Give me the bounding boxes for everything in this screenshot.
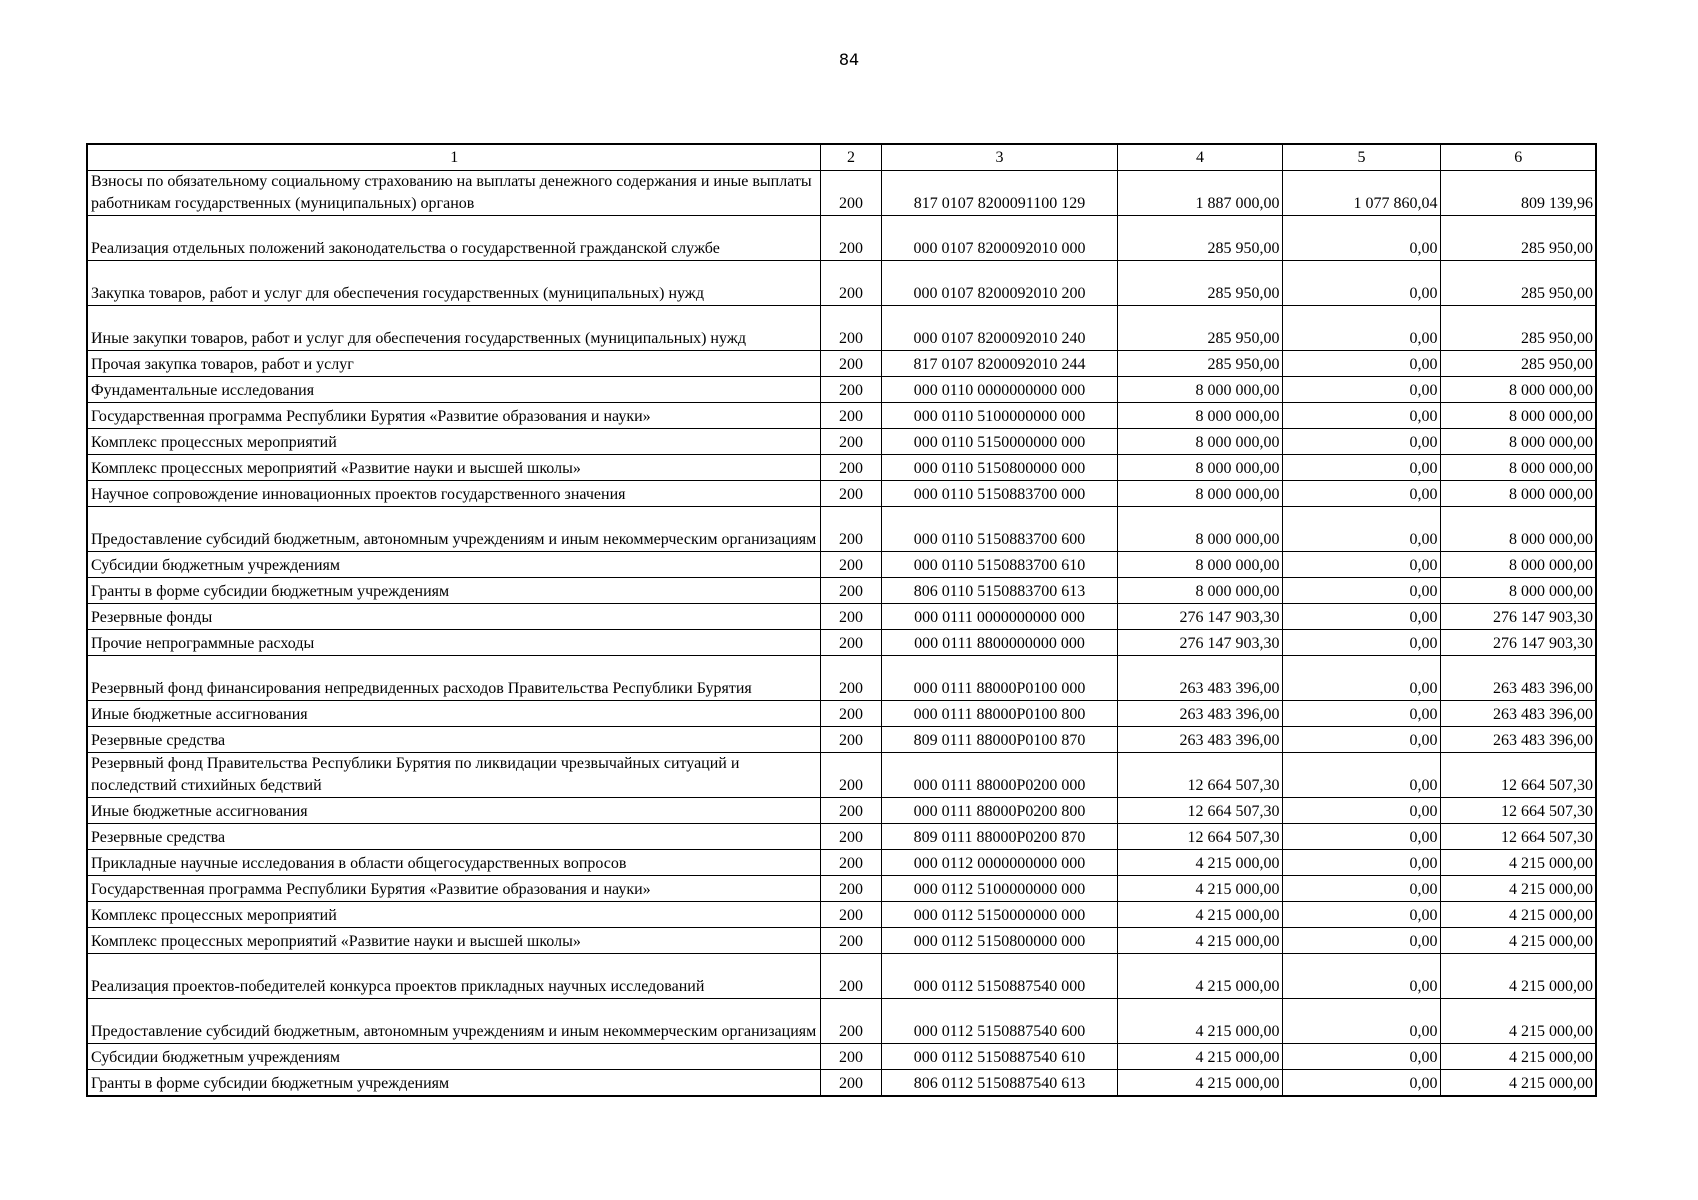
unexecuted-amount-cell: 285 950,00 (1440, 216, 1596, 261)
budget-code-cell: 000 0112 5150800000 000 (881, 928, 1117, 954)
executed-amount-cell: 0,00 (1282, 999, 1440, 1044)
executed-amount-cell: 0,00 (1282, 455, 1440, 481)
line-code-cell: 200 (820, 928, 881, 954)
unexecuted-amount-cell: 4 215 000,00 (1440, 954, 1596, 999)
line-code-cell: 200 (820, 850, 881, 876)
unexecuted-amount-cell: 276 147 903,30 (1440, 630, 1596, 656)
approved-amount-cell: 263 483 396,00 (1117, 727, 1282, 753)
approved-amount-cell: 285 950,00 (1117, 261, 1282, 306)
item-name-cell: Прочие непрограммные расходы (87, 630, 820, 656)
unexecuted-amount-cell: 4 215 000,00 (1440, 876, 1596, 902)
table-row (87, 630, 1596, 656)
table-row (87, 578, 1596, 604)
item-name-cell: Иные закупки товаров, работ и услуг для обеспечения государственных (муниципальных) нужд (87, 306, 820, 351)
budget-code-cell: 000 0111 88000P0200 000 (881, 753, 1117, 798)
item-name-cell: Прочая закупка товаров, работ и услуг (87, 351, 820, 377)
table-row (87, 876, 1596, 902)
approved-amount-cell: 4 215 000,00 (1117, 876, 1282, 902)
table-row (87, 604, 1596, 630)
executed-amount-cell: 0,00 (1282, 604, 1440, 630)
approved-amount-cell: 8 000 000,00 (1117, 481, 1282, 507)
approved-amount-cell: 8 000 000,00 (1117, 552, 1282, 578)
table-row (87, 171, 1596, 216)
item-name-cell: Комплекс процессных мероприятий (87, 429, 820, 455)
table-row (87, 552, 1596, 578)
executed-amount-cell: 1 077 860,04 (1282, 171, 1440, 216)
item-name-cell: Фундаментальные исследования (87, 377, 820, 403)
approved-amount-cell: 4 215 000,00 (1117, 999, 1282, 1044)
unexecuted-amount-cell: 8 000 000,00 (1440, 455, 1596, 481)
item-name-cell: Научное сопровождение инновационных проектов государственного значения (87, 481, 820, 507)
budget-code-cell: 000 0111 0000000000 000 (881, 604, 1117, 630)
executed-amount-cell: 0,00 (1282, 701, 1440, 727)
unexecuted-amount-cell: 4 215 000,00 (1440, 928, 1596, 954)
executed-amount-cell: 0,00 (1282, 876, 1440, 902)
item-name-cell: Государственная программа Республики Бурятия «Развитие образования и науки» (87, 403, 820, 429)
table-row (87, 403, 1596, 429)
line-code-cell: 200 (820, 481, 881, 507)
table-row (87, 798, 1596, 824)
line-code-cell: 200 (820, 1070, 881, 1097)
item-name-cell: Взносы по обязательному социальному страхованию на выплаты денежного содержания и иные выплаты работникам государственных (муниципальных) органов (87, 171, 820, 216)
unexecuted-amount-cell: 8 000 000,00 (1440, 377, 1596, 403)
unexecuted-amount-cell: 12 664 507,30 (1440, 798, 1596, 824)
table-row (87, 377, 1596, 403)
line-code-cell: 200 (820, 902, 881, 928)
table-row (87, 928, 1596, 954)
budget-code-cell: 809 0111 88000P0100 870 (881, 727, 1117, 753)
line-code-cell: 200 (820, 429, 881, 455)
budget-code-cell: 000 0107 8200092010 240 (881, 306, 1117, 351)
item-name-cell: Государственная программа Республики Бурятия «Развитие образования и науки» (87, 876, 820, 902)
budget-code-cell: 000 0111 88000P0200 800 (881, 798, 1117, 824)
unexecuted-amount-cell: 285 950,00 (1440, 261, 1596, 306)
budget-code-cell: 806 0112 5150887540 613 (881, 1070, 1117, 1097)
unexecuted-amount-cell: 8 000 000,00 (1440, 552, 1596, 578)
unexecuted-amount-cell: 809 139,96 (1440, 171, 1596, 216)
budget-table (86, 143, 1597, 1097)
line-code-cell: 200 (820, 306, 881, 351)
item-name-cell: Субсидии бюджетным учреждениям (87, 552, 820, 578)
line-code-cell: 200 (820, 171, 881, 216)
approved-amount-cell: 8 000 000,00 (1117, 403, 1282, 429)
executed-amount-cell: 0,00 (1282, 727, 1440, 753)
approved-amount-cell: 4 215 000,00 (1117, 1070, 1282, 1097)
approved-amount-cell: 276 147 903,30 (1117, 630, 1282, 656)
column-header-5: 5 (1282, 144, 1440, 171)
line-code-cell: 200 (820, 604, 881, 630)
line-code-cell: 200 (820, 351, 881, 377)
approved-amount-cell: 4 215 000,00 (1117, 928, 1282, 954)
table-row (87, 1044, 1596, 1070)
table-row (87, 824, 1596, 850)
budget-code-cell: 817 0107 8200092010 244 (881, 351, 1117, 377)
item-name-cell: Резервные средства (87, 824, 820, 850)
executed-amount-cell: 0,00 (1282, 824, 1440, 850)
unexecuted-amount-cell: 12 664 507,30 (1440, 824, 1596, 850)
executed-amount-cell: 0,00 (1282, 261, 1440, 306)
line-code-cell: 200 (820, 753, 881, 798)
executed-amount-cell: 0,00 (1282, 578, 1440, 604)
approved-amount-cell: 4 215 000,00 (1117, 954, 1282, 999)
table-row (87, 507, 1596, 552)
approved-amount-cell: 263 483 396,00 (1117, 701, 1282, 727)
item-name-cell: Предоставление субсидий бюджетным, автономным учреждениям и иным некоммерческим организациям (87, 999, 820, 1044)
budget-code-cell: 000 0107 8200092010 000 (881, 216, 1117, 261)
item-name-cell: Иные бюджетные ассигнования (87, 798, 820, 824)
line-code-cell: 200 (820, 798, 881, 824)
line-code-cell: 200 (820, 630, 881, 656)
unexecuted-amount-cell: 8 000 000,00 (1440, 481, 1596, 507)
table-row (87, 999, 1596, 1044)
line-code-cell: 200 (820, 701, 881, 727)
approved-amount-cell: 285 950,00 (1117, 306, 1282, 351)
line-code-cell: 200 (820, 1044, 881, 1070)
budget-code-cell: 000 0112 5150887540 610 (881, 1044, 1117, 1070)
column-header-3: 3 (881, 144, 1117, 171)
executed-amount-cell: 0,00 (1282, 1044, 1440, 1070)
budget-code-cell: 000 0110 5100000000 000 (881, 403, 1117, 429)
item-name-cell: Комплекс процессных мероприятий «Развитие науки и высшей школы» (87, 455, 820, 481)
approved-amount-cell: 1 887 000,00 (1117, 171, 1282, 216)
budget-code-cell: 000 0110 5150883700 610 (881, 552, 1117, 578)
budget-code-cell: 000 0111 8800000000 000 (881, 630, 1117, 656)
budget-code-cell: 809 0111 88000P0200 870 (881, 824, 1117, 850)
table-row (87, 455, 1596, 481)
budget-code-cell: 000 0112 5150000000 000 (881, 902, 1117, 928)
line-code-cell: 200 (820, 999, 881, 1044)
approved-amount-cell: 12 664 507,30 (1117, 798, 1282, 824)
executed-amount-cell: 0,00 (1282, 954, 1440, 999)
approved-amount-cell: 8 000 000,00 (1117, 377, 1282, 403)
table-row (87, 701, 1596, 727)
approved-amount-cell: 285 950,00 (1117, 216, 1282, 261)
budget-code-cell: 817 0107 8200091100 129 (881, 171, 1117, 216)
unexecuted-amount-cell: 276 147 903,30 (1440, 604, 1596, 630)
executed-amount-cell: 0,00 (1282, 902, 1440, 928)
unexecuted-amount-cell: 4 215 000,00 (1440, 1070, 1596, 1097)
item-name-cell: Резервные фонды (87, 604, 820, 630)
executed-amount-cell: 0,00 (1282, 216, 1440, 261)
unexecuted-amount-cell: 263 483 396,00 (1440, 701, 1596, 727)
unexecuted-amount-cell: 4 215 000,00 (1440, 902, 1596, 928)
table-row (87, 216, 1596, 261)
table-row (87, 656, 1596, 701)
item-name-cell: Комплекс процессных мероприятий «Развитие науки и высшей школы» (87, 928, 820, 954)
column-header-6: 6 (1440, 144, 1596, 171)
unexecuted-amount-cell: 4 215 000,00 (1440, 1044, 1596, 1070)
line-code-cell: 200 (820, 552, 881, 578)
item-name-cell: Реализация отдельных положений законодательства о государственной гражданской службе (87, 216, 820, 261)
executed-amount-cell: 0,00 (1282, 429, 1440, 455)
unexecuted-amount-cell: 263 483 396,00 (1440, 656, 1596, 701)
budget-code-cell: 000 0110 5150800000 000 (881, 455, 1117, 481)
unexecuted-amount-cell: 4 215 000,00 (1440, 850, 1596, 876)
table-row (87, 753, 1596, 798)
column-header-1: 1 (87, 144, 820, 171)
unexecuted-amount-cell: 285 950,00 (1440, 351, 1596, 377)
unexecuted-amount-cell: 8 000 000,00 (1440, 507, 1596, 552)
unexecuted-amount-cell: 8 000 000,00 (1440, 403, 1596, 429)
line-code-cell: 200 (820, 403, 881, 429)
budget-code-cell: 000 0110 5150883700 000 (881, 481, 1117, 507)
approved-amount-cell: 4 215 000,00 (1117, 1044, 1282, 1070)
line-code-cell: 200 (820, 377, 881, 403)
table-row (87, 954, 1596, 999)
item-name-cell: Закупка товаров, работ и услуг для обеспечения государственных (муниципальных) нужд (87, 261, 820, 306)
approved-amount-cell: 4 215 000,00 (1117, 850, 1282, 876)
table-row (87, 727, 1596, 753)
budget-code-cell: 000 0112 5150887540 000 (881, 954, 1117, 999)
executed-amount-cell: 0,00 (1282, 1070, 1440, 1097)
unexecuted-amount-cell: 12 664 507,30 (1440, 753, 1596, 798)
budget-code-cell: 000 0112 5100000000 000 (881, 876, 1117, 902)
executed-amount-cell: 0,00 (1282, 928, 1440, 954)
approved-amount-cell: 8 000 000,00 (1117, 578, 1282, 604)
column-header-4: 4 (1117, 144, 1282, 171)
executed-amount-cell: 0,00 (1282, 630, 1440, 656)
page-number: 84 (838, 50, 860, 69)
budget-code-cell: 000 0111 88000P0100 000 (881, 656, 1117, 701)
approved-amount-cell: 285 950,00 (1117, 351, 1282, 377)
budget-code-cell: 806 0110 5150883700 613 (881, 578, 1117, 604)
budget-code-cell: 000 0112 5150887540 600 (881, 999, 1117, 1044)
item-name-cell: Реализация проектов-победителей конкурса проектов прикладных научных исследований (87, 954, 820, 999)
executed-amount-cell: 0,00 (1282, 552, 1440, 578)
table-row (87, 481, 1596, 507)
item-name-cell: Гранты в форме субсидии бюджетным учреждениям (87, 1070, 820, 1097)
table-row (87, 351, 1596, 377)
item-name-cell: Прикладные научные исследования в области общегосударственных вопросов (87, 850, 820, 876)
approved-amount-cell: 4 215 000,00 (1117, 902, 1282, 928)
executed-amount-cell: 0,00 (1282, 306, 1440, 351)
executed-amount-cell: 0,00 (1282, 850, 1440, 876)
executed-amount-cell: 0,00 (1282, 798, 1440, 824)
table-row (87, 902, 1596, 928)
line-code-cell: 200 (820, 507, 881, 552)
executed-amount-cell: 0,00 (1282, 403, 1440, 429)
line-code-cell: 200 (820, 656, 881, 701)
line-code-cell: 200 (820, 824, 881, 850)
approved-amount-cell: 12 664 507,30 (1117, 824, 1282, 850)
table-header (87, 144, 1596, 171)
executed-amount-cell: 0,00 (1282, 507, 1440, 552)
approved-amount-cell: 8 000 000,00 (1117, 507, 1282, 552)
item-name-cell: Гранты в форме субсидии бюджетным учреждениям (87, 578, 820, 604)
approved-amount-cell: 12 664 507,30 (1117, 753, 1282, 798)
item-name-cell: Субсидии бюджетным учреждениям (87, 1044, 820, 1070)
budget-code-cell: 000 0112 0000000000 000 (881, 850, 1117, 876)
line-code-cell: 200 (820, 727, 881, 753)
line-code-cell: 200 (820, 216, 881, 261)
approved-amount-cell: 8 000 000,00 (1117, 455, 1282, 481)
item-name-cell: Комплекс процессных мероприятий (87, 902, 820, 928)
line-code-cell: 200 (820, 455, 881, 481)
budget-code-cell: 000 0110 5150883700 600 (881, 507, 1117, 552)
executed-amount-cell: 0,00 (1282, 481, 1440, 507)
table-row (87, 850, 1596, 876)
column-header-2: 2 (820, 144, 881, 171)
unexecuted-amount-cell: 8 000 000,00 (1440, 429, 1596, 455)
item-name-cell: Резервные средства (87, 727, 820, 753)
unexecuted-amount-cell: 285 950,00 (1440, 306, 1596, 351)
header-row (87, 144, 1596, 171)
line-code-cell: 200 (820, 578, 881, 604)
executed-amount-cell: 0,00 (1282, 351, 1440, 377)
table-row (87, 306, 1596, 351)
unexecuted-amount-cell: 4 215 000,00 (1440, 999, 1596, 1044)
line-code-cell: 200 (820, 954, 881, 999)
approved-amount-cell: 276 147 903,30 (1117, 604, 1282, 630)
budget-code-cell: 000 0107 8200092010 200 (881, 261, 1117, 306)
table-row (87, 261, 1596, 306)
approved-amount-cell: 263 483 396,00 (1117, 656, 1282, 701)
item-name-cell: Иные бюджетные ассигнования (87, 701, 820, 727)
executed-amount-cell: 0,00 (1282, 377, 1440, 403)
line-code-cell: 200 (820, 876, 881, 902)
budget-code-cell: 000 0110 5150000000 000 (881, 429, 1117, 455)
executed-amount-cell: 0,00 (1282, 656, 1440, 701)
budget-code-cell: 000 0110 0000000000 000 (881, 377, 1117, 403)
item-name-cell: Предоставление субсидий бюджетным, автономным учреждениям и иным некоммерческим организациям (87, 507, 820, 552)
table-row (87, 1070, 1596, 1097)
table-row (87, 429, 1596, 455)
approved-amount-cell: 8 000 000,00 (1117, 429, 1282, 455)
unexecuted-amount-cell: 8 000 000,00 (1440, 578, 1596, 604)
unexecuted-amount-cell: 263 483 396,00 (1440, 727, 1596, 753)
executed-amount-cell: 0,00 (1282, 753, 1440, 798)
table-body (87, 171, 1596, 1097)
item-name-cell: Резервный фонд Правительства Республики Бурятия по ликвидации чрезвычайных ситуаций и последствий стихийных бедствий (87, 753, 820, 798)
line-code-cell: 200 (820, 261, 881, 306)
budget-code-cell: 000 0111 88000P0100 800 (881, 701, 1117, 727)
item-name-cell: Резервный фонд финансирования непредвиденных расходов Правительства Республики Бурятия (87, 656, 820, 701)
